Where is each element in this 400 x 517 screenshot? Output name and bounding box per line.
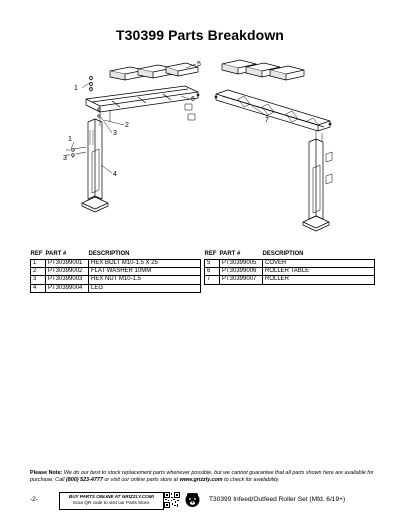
callout-1b: 1 — [68, 136, 72, 143]
callout-4: 4 — [113, 171, 117, 178]
parts-store-promo[interactable] — [59, 492, 164, 510]
table-row — [31, 260, 201, 268]
callout-leaders — [71, 64, 268, 173]
roller-table-right — [215, 90, 331, 131]
table-row — [205, 276, 375, 284]
cell-part: PT30399002 — [46, 268, 89, 276]
bear-logo-icon — [185, 492, 200, 508]
cell-ref: 1 — [31, 260, 46, 268]
availability-note — [30, 470, 375, 484]
parts-table-right — [204, 250, 375, 285]
callout-2: 2 — [125, 122, 129, 129]
cell-desc: ROLLER — [263, 276, 375, 284]
note-url[interactable]: www.grizzly.com — [179, 477, 223, 483]
table-row — [31, 276, 201, 284]
col-desc: DESCRIPTION — [262, 251, 304, 257]
cell-desc: FLAT WASHER 10MM — [89, 268, 201, 276]
page-number: -2- — [30, 496, 38, 503]
col-part: PART # — [45, 251, 67, 257]
cell-part: PT30399001 — [46, 260, 89, 268]
page-title: T30399 Parts Breakdown — [116, 27, 284, 43]
callout-3: 3 — [113, 130, 117, 137]
cell-desc: COVER — [263, 260, 375, 268]
col-ref: REF — [204, 251, 217, 257]
note-phone: (800) 523-4777 — [65, 477, 103, 483]
table-row — [205, 268, 375, 276]
callout-7: 7 — [265, 117, 269, 124]
col-ref: REF — [30, 251, 43, 257]
cover-group-right — [222, 60, 304, 80]
parts-exploded-diagram — [55, 55, 345, 247]
cover-group-left — [110, 63, 198, 80]
cell-desc: HEX BOLT M10-1.5 X 25 — [89, 260, 201, 268]
leg-left — [74, 119, 108, 212]
parts-table-left — [30, 250, 201, 293]
cell-ref: 3 — [31, 276, 46, 284]
cell-part: PT30399004 — [46, 284, 89, 292]
callout-5: 5 — [197, 61, 201, 68]
cell-desc: HEX NUT M10-1.5 — [89, 276, 201, 284]
page-footer — [0, 492, 400, 512]
qr-code-icon[interactable] — [164, 492, 180, 508]
cell-part: PT30399007 — [220, 276, 263, 284]
cell-desc: ROLLER TABLE — [263, 268, 375, 276]
cell-part: PT30399006 — [220, 268, 263, 276]
cell-ref: 5 — [205, 260, 220, 268]
note-text-2: or visit our online parts store at — [104, 477, 179, 483]
model-caption: T30399 Infeed/Outfeed Roller Set (Mfd. 6/19+) — [209, 496, 346, 503]
callout-3b: 3 — [63, 155, 67, 162]
table-row — [205, 260, 375, 268]
promo-line-2: Scan QR code to visit our Parts Store. — [72, 500, 151, 505]
callout-1: 1 — [74, 85, 78, 92]
table-row — [31, 268, 201, 276]
cell-ref: 6 — [205, 268, 220, 276]
table-row — [31, 284, 201, 292]
col-desc: DESCRIPTION — [88, 251, 130, 257]
note-text-1: We do our best to stock replacement parts whenever possible, but we cannot guarantee that all parts shown here are available for purchase. Call — [30, 470, 374, 483]
callout-6: 6 — [191, 96, 195, 103]
promo-line-1: BUY PARTS ONLINE AT GRIZZLY.COM! — [68, 493, 155, 499]
cell-ref: 4 — [31, 284, 46, 292]
note-text-3: to check for availability. — [224, 477, 280, 483]
cell-part: PT30399005 — [220, 260, 263, 268]
cell-ref: 7 — [205, 276, 220, 284]
leg-right — [303, 131, 332, 231]
note-label: Please Note: — [30, 470, 63, 476]
col-part: PART # — [219, 251, 241, 257]
cell-part: PT30399003 — [46, 276, 89, 284]
cell-ref: 2 — [31, 268, 46, 276]
cell-desc: LEG — [89, 284, 201, 292]
